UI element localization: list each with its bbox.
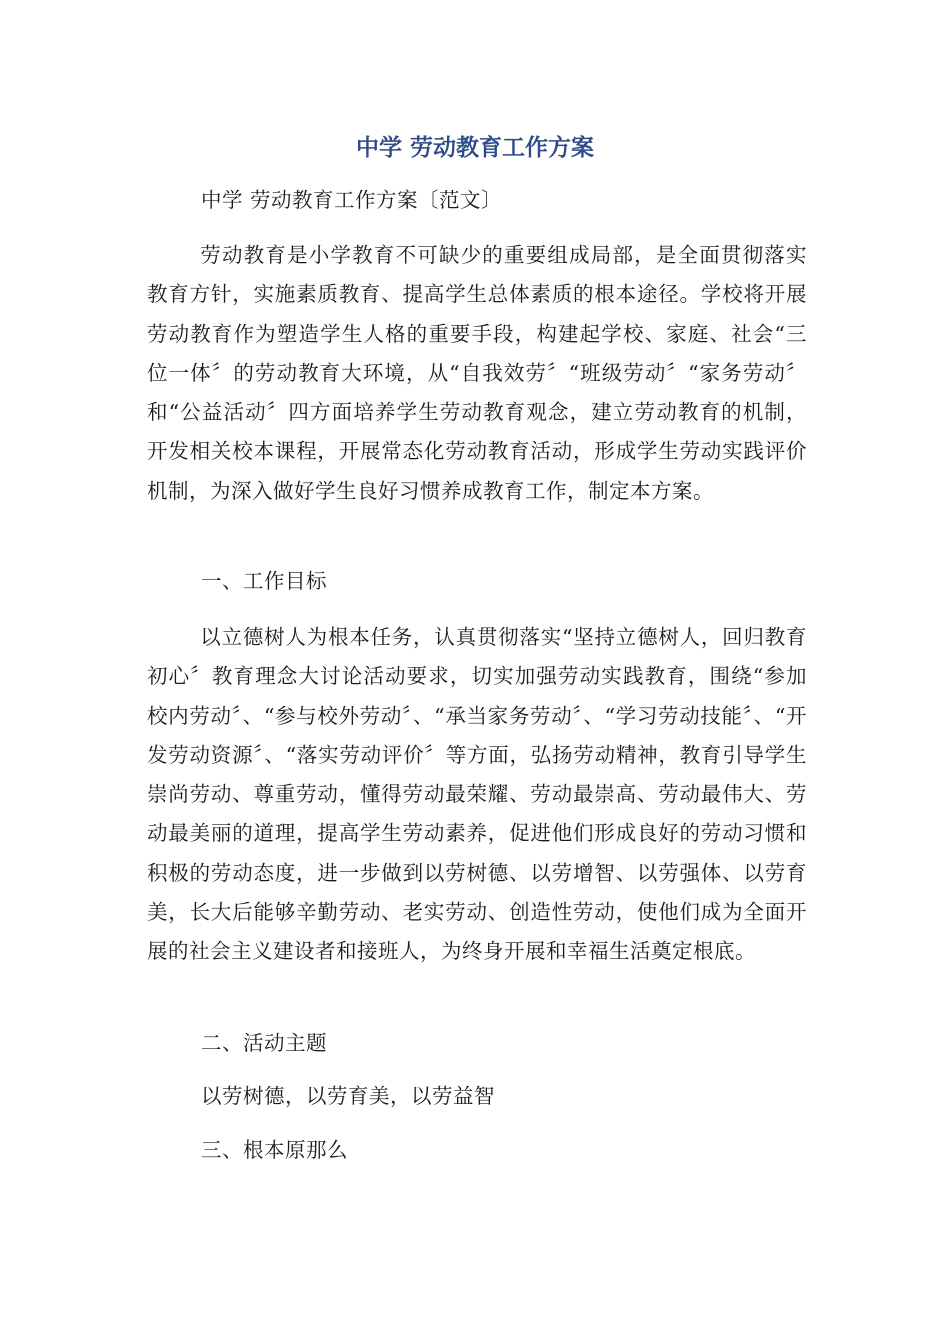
goals-paragraph: 以立德树人为根本任务，认真贯彻落实“坚持立德树人，回归教育初心〞教育理念大讨论活动要求，切实加强劳动实践教育，围绕“参加校内劳动〞、“参与校外劳动〞、“承当家务劳动〞、“学习劳动技能〞、“开发劳动资源〞、“落实劳动评价〞等方面，弘扬劳动精神，教育引导学生崇尚劳动、尊重劳动，懂得劳动最荣耀、劳动最崇高、劳动最伟大、劳动最美丽的道理，提高学生劳动素养，促进他们形成良好的劳动习惯和积极的劳动态度，进一步做到以劳树德、以劳增智、以劳强体、以劳育美，长大后能够辛勤劳动、老实劳动、创造性劳动，使他们成为全面开展的社会主义建设者和接班人，为终身开展和幸福生活奠定根底。 (147, 625, 807, 964)
section-heading-goals: 一、工作目标 (201, 569, 327, 593)
theme-content: 以劳树德，以劳育美，以劳益智 (201, 1084, 495, 1108)
document-title: 中学 劳动教育工作方案 (355, 135, 594, 161)
section-heading-theme: 二、活动主题 (201, 1031, 327, 1055)
section-heading-principles: 三、根本原那么 (201, 1138, 348, 1162)
document-subtitle: 中学 劳动教育工作方案〔范文〕 (201, 188, 503, 212)
intro-paragraph: 劳动教育是小学教育不可缺少的重要组成局部，是全面贯彻落实教育方针，实施素质教育、提高学生总体素质的根本途径。学校将开展劳动教育作为塑造学生人格的重要手段，构建起学校、家庭、社会“三位一体〞的劳动教育大环境，从“自我效劳〞“班级劳动〞“家务劳动〞和“公益活动〞四方面培养学生劳动教育观念，建立劳动教育的机制，开发相关校本课程，开展常态化劳动教育活动，形成学生劳动实践评价机制，为深入做好学生良好习惯养成教育工作，制定本方案。 (147, 243, 807, 503)
